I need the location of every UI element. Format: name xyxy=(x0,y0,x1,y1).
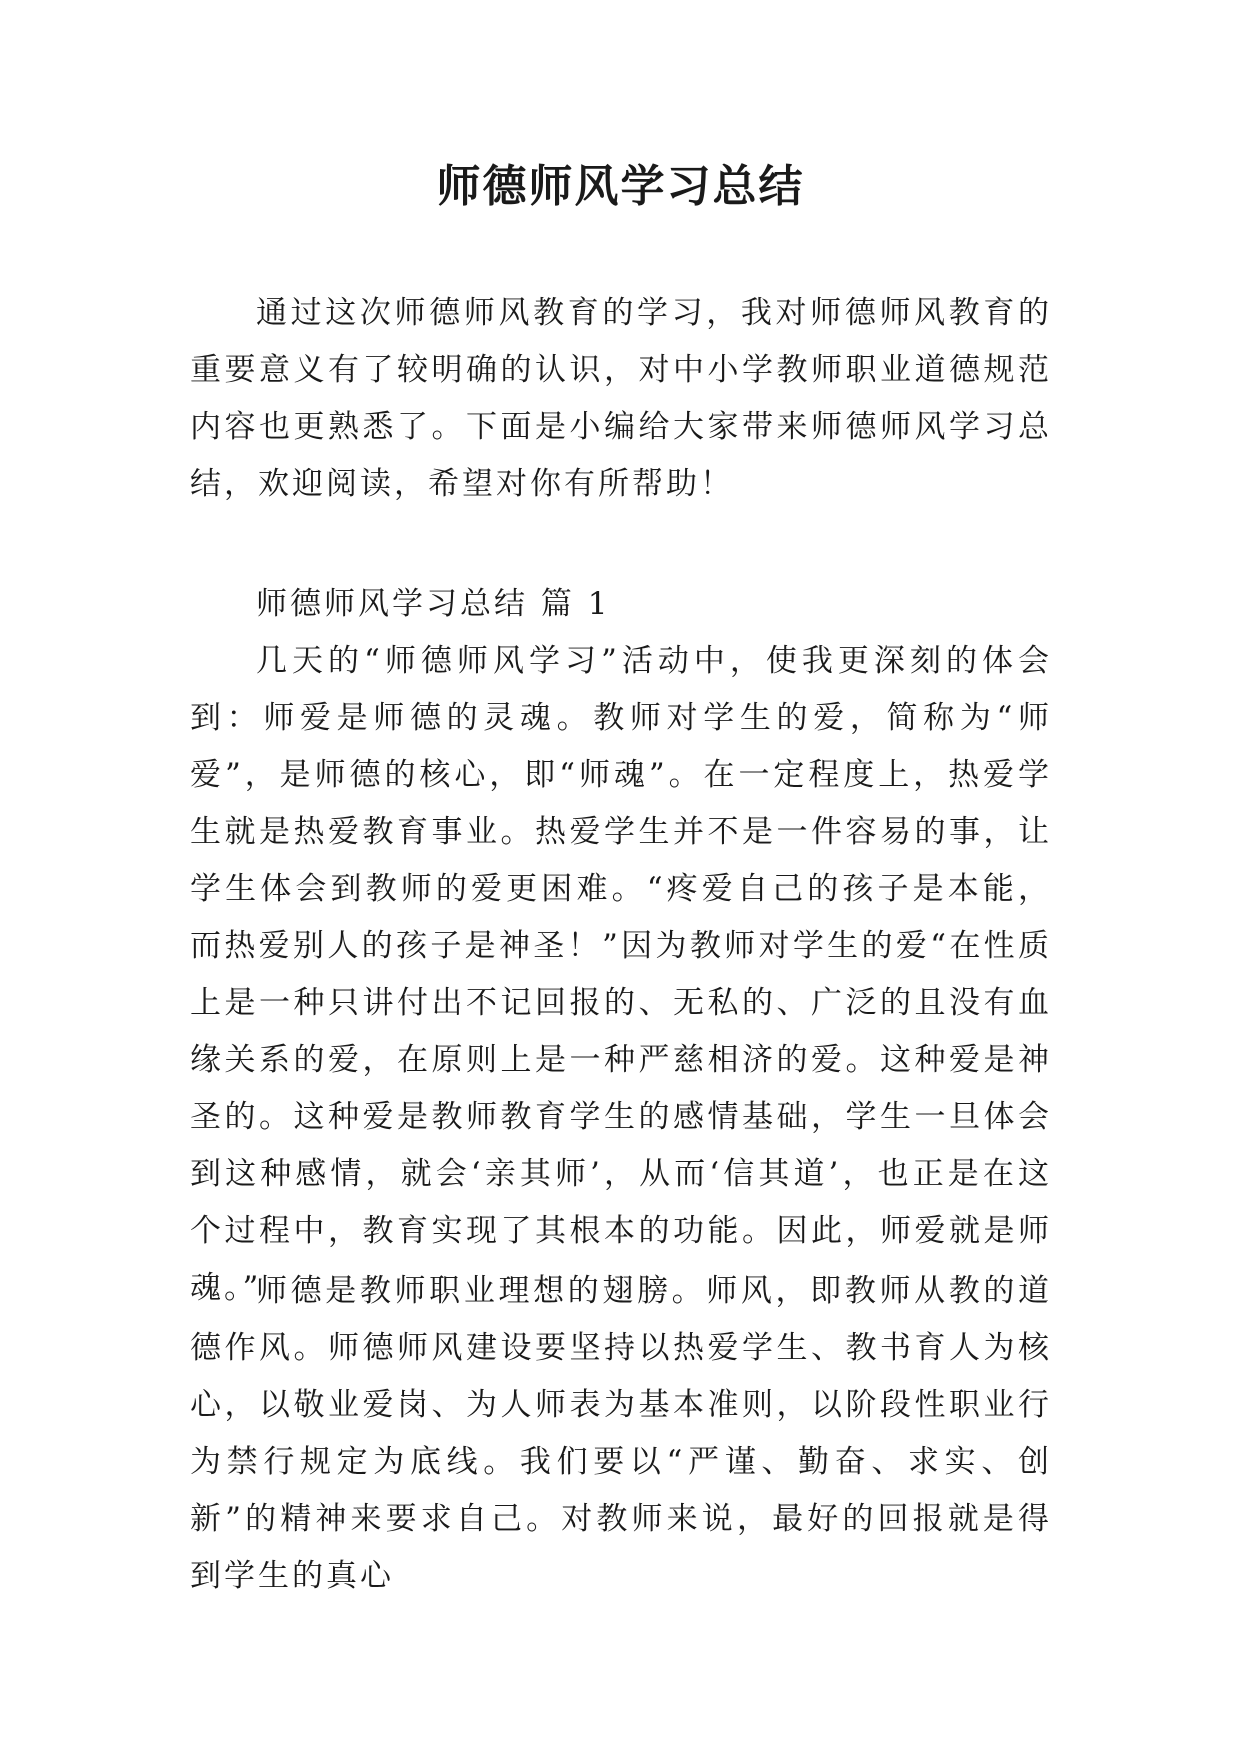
body-paragraph-2: 师德是教师职业理想的翅膀。师风，即教师从教的道德作风。师德师风建设要坚持以热爱学生、教书育人为核心，以敬业爱岗、为人师表为基本准则，以阶段性职业行为禁行规定为底线。我们要以“严谨、勤奋、求实、创新”的精神来要求自己。对教师来说，最好的回报就是得到学生的真心 xyxy=(190,1273,1052,1594)
intro-paragraph: 通过这次师德师风教育的学习，我对师德师风教育的重要意义有了较明确的认识，对中小学教师职业道德规范内容也更熟悉了。下面是小编给大家带来师德师风学习总结，欢迎阅读，希望对你有所帮助！ xyxy=(190,295,1052,502)
section-heading: 师德师风学习总结 篇 1 xyxy=(256,586,611,622)
document-title: 师德师风学习总结 xyxy=(436,161,805,212)
body-paragraph-1: 几天的“师德师风学习”活动中，使我更深刻的体会到：师爱是师德的灵魂。教师对学生的爱，简称为“师爱”，是师德的核心，即“师魂”。在一定程度上，热爱学生就是热爱教育事业。热爱学生并不是一件容易的事，让学生体会到教师的爱更困难。“疼爱自己的孩子是本能，而热爱别人的孩子是神圣！”因为教师对学生的爱“在性质上是一种只讲付出不记回报的、无私的、广泛的且没有血缘关系的爱，在原则上是一种严慈相济的爱。这种爱是神圣的。这种爱是教师教育学生的感情基础，学生一旦体会到这种感情，就会‘亲其师’，从而‘信其道’，也正是在这个过程中，教育实现了其根本的功能。因此，师爱就是师魂。” xyxy=(190,643,1052,1306)
